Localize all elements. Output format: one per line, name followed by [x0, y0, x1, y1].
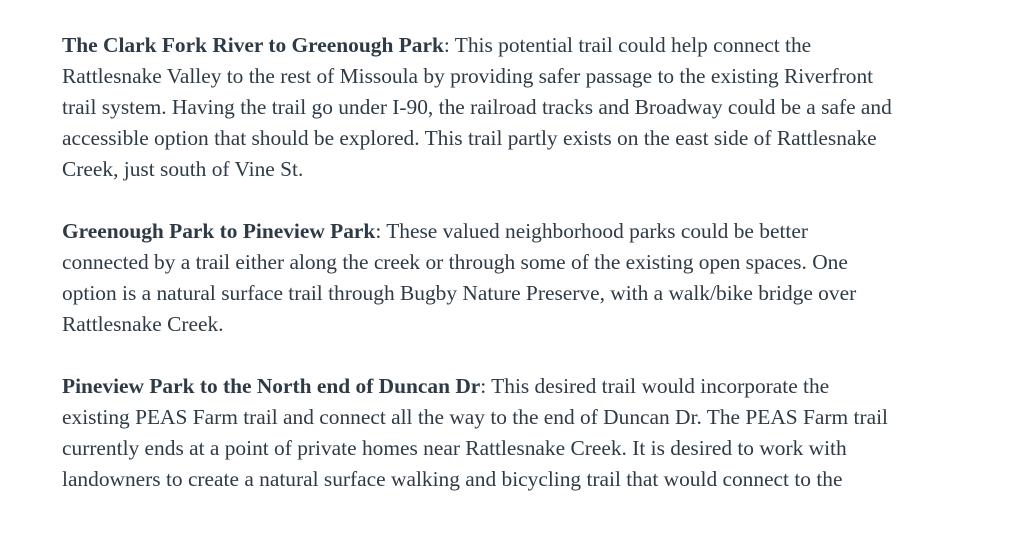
paragraph-text: option is a natural surface trail through Bugby Nature Preserve, with a walk/bike bridge over	[62, 281, 857, 305]
text-line	[62, 278, 1007, 309]
text-line	[62, 92, 1007, 123]
text-line	[62, 216, 1007, 247]
text-line	[62, 371, 1007, 402]
text-line	[62, 433, 1007, 464]
paragraph	[62, 216, 1007, 340]
paragraph-text: : This desired trail would incorporate the	[480, 374, 830, 398]
paragraph-text: : This potential trail could help connect the	[443, 33, 812, 57]
paragraph-text: currently ends at a point of private homes near Rattlesnake Creek. It is desired to work with	[62, 436, 847, 460]
text-line	[62, 61, 1007, 92]
text-line	[62, 309, 1007, 340]
paragraph	[62, 371, 1007, 495]
text-line	[62, 30, 1007, 61]
text-line	[62, 464, 1007, 495]
paragraph-text: connected by a trail either along the creek or through some of the existing open spaces. One	[62, 250, 848, 274]
paragraph-text: existing PEAS Farm trail and connect all the way to the end of Duncan Dr. The PEAS Farm trail	[62, 405, 888, 429]
paragraph-text: Rattlesnake Creek.	[62, 312, 224, 336]
paragraph	[62, 30, 1007, 185]
document-body	[62, 30, 1007, 526]
paragraph-text: : These valued neighborhood parks could be better	[375, 219, 808, 243]
text-line	[62, 402, 1007, 433]
paragraph-lead: The Clark Fork River to Greenough Park	[62, 33, 444, 57]
paragraph-text: accessible option that should be explored. This trail partly exists on the east side of Rattlesnake	[62, 126, 877, 150]
paragraph-text: Creek, just south of Vine St.	[62, 157, 304, 181]
paragraph-lead: Pineview Park to the North end of Duncan Dr	[62, 374, 481, 398]
paragraph-text: trail system. Having the trail go under I-90, the railroad tracks and Broadway could be a safe and	[62, 95, 892, 119]
text-line	[62, 123, 1007, 154]
text-line	[62, 154, 1007, 185]
paragraph-lead: Greenough Park to Pineview Park	[62, 219, 376, 243]
paragraph-text: Rattlesnake Valley to the rest of Missoula by providing safer passage to the existing Riverfront	[62, 64, 874, 88]
paragraph-text: landowners to create a natural surface walking and bicycling trail that would connect to the	[62, 467, 843, 491]
text-line	[62, 247, 1007, 278]
